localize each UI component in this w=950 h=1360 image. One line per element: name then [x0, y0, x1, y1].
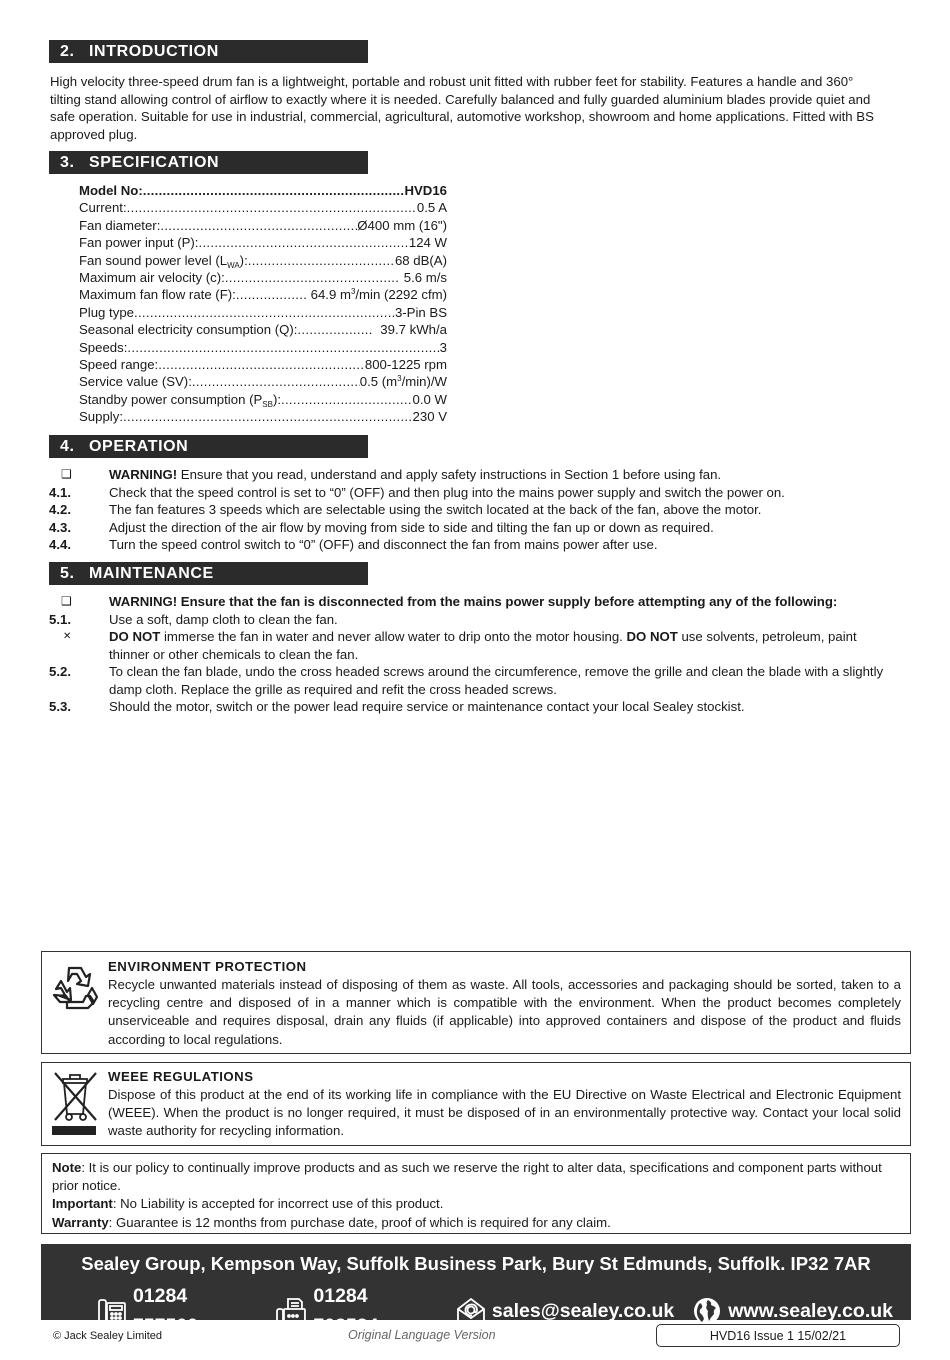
spec-label: Seasonal electricity consumption (Q): — [79, 322, 298, 338]
section-number: 5. — [60, 565, 75, 582]
spec-label: Standby power consumption $(P_{SB})$: — [79, 391, 281, 409]
spec-value: 64.9 $m^3/\min$ (2292 cfm) — [306, 287, 447, 303]
recycle-icon — [50, 962, 100, 1017]
spec-row — [79, 321, 447, 338]
specification-list — [79, 182, 447, 425]
spec-leader-dots — [192, 373, 360, 391]
spec-row — [79, 391, 447, 408]
spec-leader-dots — [198, 234, 408, 252]
weee-crossed-bin-icon — [52, 1070, 100, 1141]
weee-regulations-box — [41, 1062, 911, 1146]
company-address: Sealey Group, Kempson Way, Suffolk Business Park, Bury St Edmunds, Suffolk. IP32 7AR — [81, 1253, 871, 1274]
note-line — [52, 1159, 900, 1195]
step-text: Adjust the direction of the air flow by moving from side to side and tilting the fan up or down as required. — [109, 519, 714, 535]
section-title: MAINTENANCE — [89, 565, 214, 582]
checkbox-bullet-icon: ❑ — [61, 467, 72, 481]
operation-steps — [49, 466, 899, 554]
spec-label: Fan power input (P): — [79, 235, 199, 251]
step-number: 5.3. — [49, 699, 71, 714]
fax-number: 01284 703534 — [313, 1285, 379, 1337]
spec-leader-dots — [281, 391, 413, 409]
step-number: 4.1. — [49, 484, 71, 500]
phone-number: 01284 757500 — [132, 1285, 199, 1337]
important-label: Important — [52, 1196, 113, 1212]
email-contact — [456, 1296, 674, 1326]
note-text: : It is our policy to continually improve products and as such we reserve the right to alter data, specifications and component parts without prior notice. — [52, 1160, 882, 1194]
spec-row — [79, 234, 447, 251]
spec-row — [79, 199, 447, 216]
spec-value: 0.5 A — [416, 200, 447, 216]
spec-row — [79, 408, 447, 425]
step-text: To clean the fan blade, undo the cross headed screws around the circumference, remove the grille and clean the blade with a slightly damp cloth. Replace the grille as required and refit the cross headed screws. — [109, 664, 884, 697]
maintenance-steps — [49, 593, 899, 716]
spec-leader-dots — [297, 321, 373, 339]
do-not-label: DO NOT — [626, 629, 678, 644]
spec-value: 0.0 W — [412, 391, 447, 407]
spec-value: 124 W — [408, 235, 447, 251]
cross-bullet-icon: ✕ — [63, 631, 72, 642]
spec-leader-dots — [236, 286, 307, 304]
step-text: Check that the speed control is set to “0” (OFF) and then plug into the mains power supply and switch the power on. — [109, 484, 785, 500]
email-icon — [456, 1297, 486, 1325]
step-text: Should the motor, switch or the power lead require service or maintenance contact your local Sealey stockist. — [109, 699, 745, 714]
spec-value: 68 dB(A) — [394, 252, 447, 268]
step-number: 5.1. — [49, 611, 71, 627]
spec-label: Plug type — [79, 304, 134, 320]
spec-leader-dots — [248, 252, 395, 270]
warranty-line — [52, 1214, 900, 1232]
spec-value: 5.6 m/s — [400, 269, 447, 285]
spec-row — [79, 182, 447, 199]
spec-row — [79, 339, 447, 356]
environment-title: ENVIRONMENT PROTECTION — [108, 959, 307, 974]
section-number: 3. — [60, 154, 75, 171]
issue-badge: HVD16 Issue 1 15/02/21 — [656, 1324, 900, 1347]
section-title: OPERATION — [89, 438, 189, 455]
weee-text: Dispose of this product at the end of its working life in compliance with the EU Directive on Waste Electrical and Electronic Equipment (WEEE). When the product is no longer required, it must be disposed of in an environmentally protective way. Contact your local solid waste authority for recycling information. — [108, 1087, 901, 1139]
important-line — [52, 1195, 900, 1213]
do-not-label: DO NOT — [109, 629, 161, 644]
spec-leader-dots — [127, 199, 417, 217]
spec-value: HVD16 — [404, 183, 447, 198]
weee-title: WEEE REGULATIONS — [108, 1069, 254, 1084]
spec-row — [79, 304, 447, 321]
warning-label: WARNING! — [109, 467, 178, 482]
note-label: Note — [52, 1160, 82, 1175]
spec-leader-dots — [143, 182, 405, 200]
spec-value: Ø400 mm (16") — [357, 217, 447, 233]
step-text: The fan features 3 speeds which are selectable using the switch located at the back of the fan, above the motor. — [109, 502, 762, 517]
maintenance-warning — [49, 593, 899, 611]
section-title: SPECIFICATION — [89, 154, 220, 171]
notes-box — [41, 1153, 911, 1234]
spec-leader-dots — [158, 356, 365, 374]
spec-row — [79, 217, 447, 234]
list-item — [49, 628, 899, 663]
spec-value: 3 — [439, 339, 447, 355]
list-item — [49, 536, 899, 554]
website-url[interactable]: www.sealey.co.uk — [728, 1300, 893, 1322]
section-header-operation — [49, 435, 368, 458]
globe-icon — [692, 1296, 722, 1326]
spec-value: 230 V — [412, 409, 447, 425]
spec-label: Maximum fan flow rate (F): — [79, 287, 236, 303]
list-item — [49, 501, 899, 519]
spec-leader-dots — [160, 217, 357, 235]
language-version-text: Original Language Version — [348, 1328, 496, 1342]
spec-leader-dots — [134, 304, 395, 322]
environment-text: Recycle unwanted materials instead of disposing of them as waste. All tools, accessories and packaging should be sorted, taken to a recycling centre and disposed of in a manner which is compatible with the environment. When the product becomes completely unserviceable and requires disposal, drain any fluids (if applicable) into approved containers and dispose of the product and fluids according to local regulations. — [108, 977, 901, 1047]
step-number: 4.2. — [49, 502, 71, 517]
spec-value: 39.7 kWh/a — [372, 322, 447, 338]
spec-leader-dots — [127, 339, 439, 357]
fax-icon — [275, 1297, 307, 1325]
introduction-text: High velocity three-speed drum fan is a lightweight, portable and robust unit fitted with rubber feet for stability. Features a handle and 360° tilting stand allowing control of airflow to exactly where it is needed. Carefully balanced and fully guarded aluminium blades provide quiet and safe operation. Suitable for use in industrial, commercial, agricultural, automotive workshop, showroom and home applications. Fitted with BS approved plug. — [50, 74, 874, 142]
section-title: INTRODUCTION — [89, 43, 219, 60]
step-text: use solvents, petroleum, paint thinner or other chemicals to clean the fan. — [109, 629, 857, 662]
spec-value: 3-Pin BS — [394, 304, 447, 320]
list-item — [49, 484, 899, 502]
step-number: 4.3. — [49, 519, 71, 535]
spec-label: Speed range: — [79, 356, 159, 372]
checkbox-bullet-icon: ❑ — [61, 594, 72, 608]
spec-value: 800-1225 rpm — [364, 356, 447, 372]
step-number: 5.2. — [49, 664, 71, 679]
list-item — [49, 698, 899, 716]
spec-leader-dots — [123, 408, 413, 426]
spec-label: Supply: — [79, 409, 123, 425]
copyright-text: © Jack Sealey Limited — [53, 1330, 162, 1342]
step-text: Use a soft, damp cloth to clean the fan. — [109, 611, 338, 627]
spec-row — [79, 286, 447, 303]
section-header-maintenance — [49, 562, 368, 585]
spec-label: Service value (SV): — [79, 374, 192, 390]
operation-warning — [49, 466, 899, 484]
spec-label: Speeds: — [79, 339, 128, 355]
warning-text: WARNING! Ensure that the fan is disconnected from the mains power supply before attempting any of the following: — [109, 594, 838, 609]
section-header-specification — [49, 151, 368, 174]
warranty-label: Warranty — [52, 1214, 109, 1230]
website-contact — [692, 1296, 893, 1326]
spec-label: Fan diameter: — [79, 217, 161, 233]
list-item — [49, 519, 899, 537]
spec-row — [79, 269, 447, 286]
spec-label: Maximum air velocity (c): — [79, 269, 225, 285]
environment-protection-box — [41, 951, 911, 1054]
spec-value: 0.5 $(m^3/\min)/W$ — [359, 374, 447, 390]
spec-label: Fan sound power level $(L_{WA})$: — [79, 252, 248, 270]
spec-row — [79, 356, 447, 373]
important-text: : No Liability is accepted for incorrect use of this product. — [112, 1196, 444, 1212]
section-number: 4. — [60, 438, 75, 455]
section-number: 2. — [60, 43, 75, 60]
phone-icon — [97, 1297, 127, 1325]
email-address[interactable]: sales@sealey.co.uk — [491, 1300, 675, 1322]
step-text: Turn the speed control switch to “0” (OFF) and disconnect the fan from mains power after use. — [109, 537, 658, 552]
list-item — [49, 611, 899, 629]
spec-leader-dots — [225, 269, 400, 287]
list-item — [49, 663, 899, 698]
warning-text: Ensure that you read, understand and apply safety instructions in Section 1 before using fan. — [177, 467, 722, 482]
spec-label: Current: — [79, 200, 127, 216]
spec-row — [79, 252, 447, 269]
step-number: 4.4. — [49, 537, 71, 552]
warranty-text: : Guarantee is 12 months from purchase date, proof of which is required for any claim. — [108, 1214, 611, 1230]
spec-label: Model No: — [79, 183, 143, 198]
step-text: immerse the fan in water and never allow water to drip onto the motor housing. — [160, 629, 627, 644]
spec-row — [79, 373, 447, 390]
section-header-introduction — [49, 40, 368, 63]
